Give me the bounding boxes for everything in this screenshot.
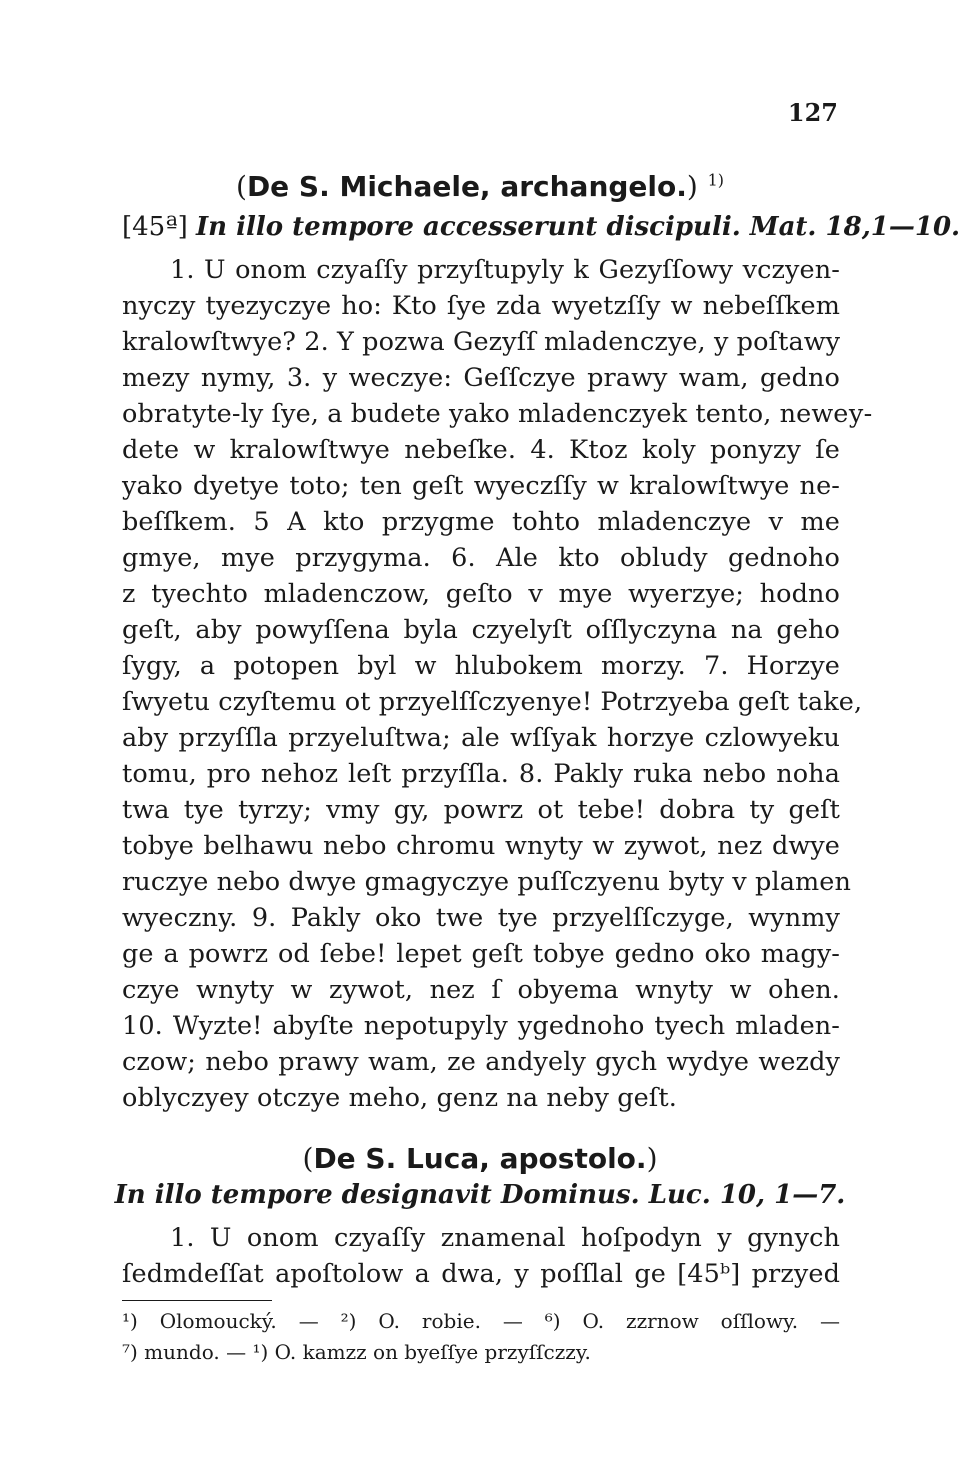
incipit-text: In illo tempore designavit Dominus. Luc. 10, 1—7. xyxy=(114,1180,846,1210)
heading-title: De S. Luca, apostolo. xyxy=(313,1142,647,1175)
text-line: 1. U onom czyaſſy znamenal hoſpodyn y gynych xyxy=(170,1223,840,1253)
text-line: gmye, mye przygyma. 6. Ale kto obludy gednoho xyxy=(122,543,840,573)
text-line: kralowſtwye? 2. Y pozwa Gezyſſ mladenczye, y poſtawy xyxy=(122,327,841,357)
text-line: oblyczyey otczye meho, genz na neby geſt. xyxy=(122,1083,677,1113)
text-line: dete w kralowſtwye nebeſke. 4. Ktoz koly ponyzy ſe xyxy=(122,435,840,465)
text-line: 10. Wyzte! abyſte nepotupyly ygednoho tyech mladen- xyxy=(122,1011,840,1041)
section-heading-michael xyxy=(0,170,960,203)
text-line: ſedmdeſſat apoſtolow a dwa, y poſſlal ge [45ᵇ] przyed xyxy=(122,1259,840,1289)
heading-open-paren: ( xyxy=(236,170,247,203)
text-line: twa tye tyrzy; vmy gy, powrz ot tebe! dobra ty geſt xyxy=(122,795,840,825)
text-line: z tyechto mladenczow, geſto v mye wyerzye; hodno xyxy=(122,579,840,609)
body-text-luke xyxy=(122,1220,840,1292)
incipit-text: In illo tempore accesserunt discipuli. Mat. 18,1—10. xyxy=(196,212,960,242)
text-line: beſſkem. 5 A kto przygme tohto mladenczye v me xyxy=(122,507,840,537)
heading-title: De S. Michaele, archangelo. xyxy=(246,170,687,203)
section-heading-luke xyxy=(0,1142,960,1175)
footnotes xyxy=(122,1306,840,1368)
text-line: ſwyetu czyſtemu ot przyelſſczyenye! Potrzyeba geſt take, xyxy=(122,687,863,717)
footnote-rule xyxy=(122,1300,272,1301)
footnote-line: ¹) Olomoucký. — ²) O. robie. — ⁶) O. zzrnow oſſlowy. — xyxy=(122,1309,840,1333)
body-text-michael xyxy=(122,252,873,1116)
incipit-luke xyxy=(0,1180,960,1210)
folio-reference: [45ª] xyxy=(122,212,188,242)
text-line: mezy nymy, 3. y weczye: Geſſczye prawy wam, gedno xyxy=(122,363,840,393)
text-line: czow; nebo prawy wam, ze andyely gych wydye wezdy xyxy=(122,1047,840,1077)
text-line: obratyte-ly ſye, a budete yako mladenczyek tento, neweу- xyxy=(122,399,873,429)
text-line: czye wnyty w zywot, nez ſ obyema wnyty w ohen. xyxy=(122,975,840,1005)
text-line: 1. U onom czyaſſy przyſtupyly k Gezyſſowy vczyen- xyxy=(170,255,840,285)
text-line: ſygy, a potopen byl w hlubokem morzy. 7. Horzye xyxy=(122,651,840,681)
text-line: geſt, aby powyſſena byla czyelyſt oſſlyczyna na geho xyxy=(122,615,840,645)
heading-open-paren: ( xyxy=(302,1142,314,1175)
text-line: wyeczny. 9. Pakly oko twe tye przyelſſczyge, wynmy xyxy=(122,903,840,933)
text-line: ruczye nebo dwye gmagyczye puſſczyenu byty v plamen xyxy=(122,867,851,897)
heading-close-paren: ) xyxy=(646,1142,658,1175)
text-line: tomu, pro nehoz leſt przyſſla. 8. Pakly ruka nebo noha xyxy=(122,759,840,789)
footnote-line: ⁷) mundo. — ¹) O. kamzz on byeſſye przyſſczzy. xyxy=(122,1340,591,1364)
text-line: tobye belhawu nebo chromu wnyty w zywot, nez dwye xyxy=(122,831,840,861)
text-line: yako dyetye toto; ten geſt wyeczſſy w kralowſtwye ne- xyxy=(122,471,840,501)
page-number: 127 xyxy=(787,98,838,127)
heading-footnote-marker: 1) xyxy=(707,170,724,190)
text-line: ge a powrz od ſebe! lepet geſt tobye gedno oko magy- xyxy=(122,939,840,969)
heading-close-paren: ) xyxy=(686,170,698,203)
text-line: nyczy tyezyczye ho: Kto ſye zda wyetzſſy w nebeſſkem xyxy=(122,291,840,321)
text-line: aby przyſſla przyeluſtwa; ale wſſyak horzye czlowyeku xyxy=(122,723,840,753)
incipit-michael xyxy=(122,212,960,242)
